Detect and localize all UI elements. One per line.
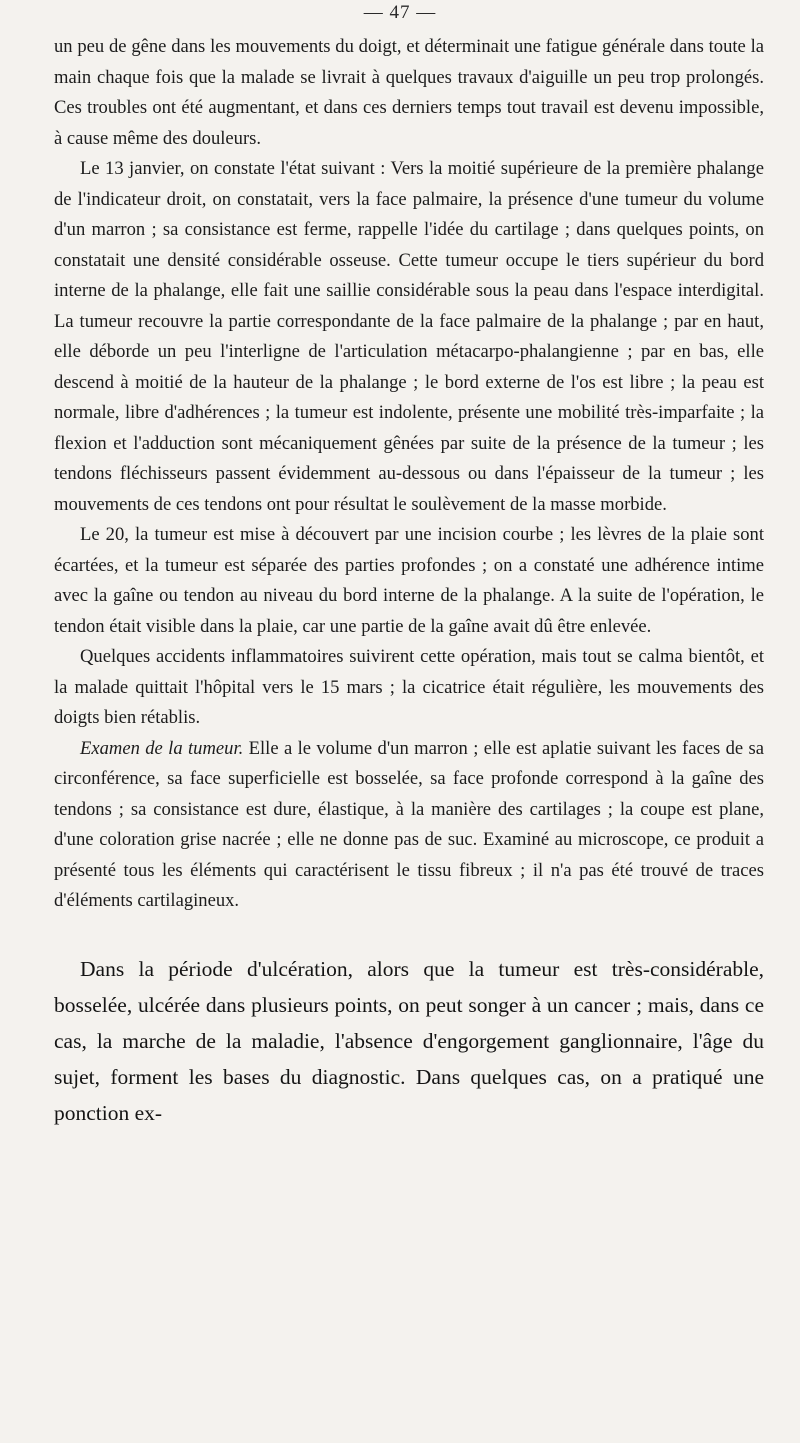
- paragraph-operation: Le 20, la tumeur est mise à découvert par une incision courbe ; les lèvres de la plaie sont écartées, et la tumeur est séparée des parties profondes ; on a constaté une adhérence intime avec la gaîne ou tendon au niveau du bord interne de la phalange. A la suite de l'opération, le tendon était visible dans la plaie, car une partie de la gaîne avait dû être enlevée.: [54, 524, 764, 637]
- paragraph-clinical-state: Le 13 janvier, on constate l'état suivant : Vers la moitié supérieure de la première phalange de l'indicateur droit, on constatait, vers la face palmaire, la présence d'une tumeur du volume d'un marron ; sa consistance est ferme, rappelle l'idée du cartilage ; dans quelques points, on constatait une densité considérable osseuse. Cette tumeur occupe le tiers supérieur du bord interne de la phalange, elle fait une saillie considérable sous la peau dans l'espace interdigital. La tumeur recouvre la partie correspondante de la face palmaire de la phalange ; par en haut, elle déborde un peu l'interligne de l'articulation métacarpo-phalangienne ; par en bas, elle descend à moitié de la hauteur de la phalange ; le bord externe de l'os est libre ; la peau est normale, libre d'adhérences ; la tumeur est indolente, présente une mobilité très-imparfaite ; la flexion et l'adduction sont mécaniquement gênées par suite de la présence de la tumeur ; les tendons fléchisseurs passent évidemment au-dessous ou dans l'épaisseur de la tumeur ; les mouvements de ces tendons ont pour résultat le soulèvement de la masse morbide.: [54, 158, 764, 515]
- paragraph-continuation: un peu de gêne dans les mouvements du doigt, et déterminait une fatigue générale dans toute la main chaque fois que la malade se livrait à quelques travaux d'aiguille un peu trop prolongés. Ces troubles ont été augmentant, et dans ces derniers temps tout travail est devenu impossible, à cause même des douleurs.: [54, 36, 764, 149]
- page-number: — 47 —: [363, 2, 437, 23]
- paragraph-diagnosis: Dans la période d'ulcération, alors que la tumeur est très-considérable, bosselée, ulcérée dans plusieurs points, on peut songer à un cancer ; mais, dans ce cas, la marche de la maladie, l'absence d'engorgement ganglionnaire, l'âge du sujet, forment les bases du diagnostic. Dans quelques cas, on a pratiqué une ponction ex-: [54, 956, 764, 1125]
- exam-heading: Examen de la tumeur.: [80, 737, 244, 759]
- paragraph-tumor-exam: [54, 734, 764, 917]
- page-body: [54, 32, 764, 1131]
- paragraph-recovery: Quelques accidents inflammatoires suivirent cette opération, mais tout se calma bientôt, et la malade quittait l'hôpital vers le 15 mars ; la cicatrice était régulière, les mouvements des doigts bien rétablis.: [54, 646, 764, 728]
- exam-text: Elle a le volume d'un marron ; elle est aplatie suivant les faces de sa circonférence, sa face superficielle est bosselée, sa face profonde correspond à la gaîne des tendons ; sa consistance est dure, élastique, à la manière des cartilages ; la coupe est plane, d'une coloration grise nacrée ; elle ne donne pas de suc. Examiné au microscope, ce produit a présenté tous les éléments qui caractérisent le tissu fibreux ; il n'a pas été trouvé de traces d'éléments cartilagineux.: [54, 737, 764, 911]
